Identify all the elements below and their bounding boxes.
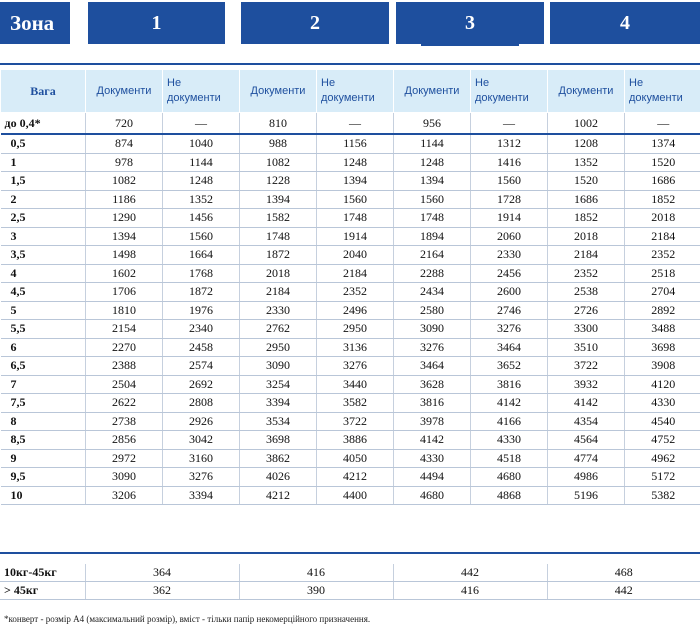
nondoc-price-cell: 3276 xyxy=(163,468,240,487)
doc-price-cell: 810 xyxy=(240,113,317,135)
doc-price-cell: 4986 xyxy=(548,468,625,487)
doc-price-cell: 2288 xyxy=(394,264,471,283)
doc-price-cell: 2504 xyxy=(86,375,163,394)
doc-price-cell: 2580 xyxy=(394,301,471,320)
nondoc-price-cell: 1664 xyxy=(163,246,240,265)
nondoc-price-cell: 3816 xyxy=(471,375,548,394)
doc-price-cell: 4680 xyxy=(394,486,471,505)
doc-price-cell: 4142 xyxy=(548,394,625,413)
nondoc-price-cell: 2808 xyxy=(163,394,240,413)
nondoc-price-cell: 2692 xyxy=(163,375,240,394)
weight-cell: 9,5 xyxy=(1,468,86,487)
zone-price-cell: 364 xyxy=(85,564,239,582)
doc-price-cell: 4026 xyxy=(240,468,317,487)
doc-price-cell: 3300 xyxy=(548,320,625,339)
zone-title: Зона xyxy=(0,2,70,44)
nondoc-price-cell: 2600 xyxy=(471,283,548,302)
nondoc-price-cell: 1852 xyxy=(625,190,700,209)
weight-cell: 8 xyxy=(1,412,86,431)
nondoc-price-cell: 1914 xyxy=(471,209,548,228)
nondoc-price-cell: 1872 xyxy=(163,283,240,302)
nondoc-price-cell: 4330 xyxy=(471,431,548,450)
footnote: *конверт - розмір А4 (максимальний розмір), вміст - тільки папір некомерційного призначення. xyxy=(4,614,371,624)
doc-price-cell: 2352 xyxy=(548,264,625,283)
table-row xyxy=(0,564,700,582)
doc-price-cell: 2164 xyxy=(394,246,471,265)
doc-price-cell: 1602 xyxy=(86,264,163,283)
doc-price-cell: 4212 xyxy=(240,486,317,505)
nondoc-price-cell: 2040 xyxy=(317,246,394,265)
nondoc-price-cell: 1914 xyxy=(317,227,394,246)
doc-price-cell: 1520 xyxy=(548,172,625,191)
weight-cell: 5,5 xyxy=(1,320,86,339)
zone-tab-1: 1 xyxy=(88,2,225,44)
nondoc-price-cell: 2330 xyxy=(471,246,548,265)
heavy-weight-body xyxy=(0,564,700,600)
nondoc-price-cell: 1976 xyxy=(163,301,240,320)
weight-cell: 9 xyxy=(1,449,86,468)
zone-tab-3-label: 3 xyxy=(465,11,475,34)
doc-price-cell: 1394 xyxy=(86,227,163,246)
table-row xyxy=(1,431,700,450)
nondoc-price-cell: 1560 xyxy=(317,190,394,209)
doc-price-cell: 1894 xyxy=(394,227,471,246)
nondoc-price-cell: 2950 xyxy=(317,320,394,339)
nondoc-price-cell: 1040 xyxy=(163,134,240,153)
nondoc-price-cell: 5382 xyxy=(625,486,700,505)
weight-cell: до 0,4* xyxy=(1,113,86,135)
table-row xyxy=(1,209,700,228)
nondoc-price-cell: 3042 xyxy=(163,431,240,450)
zone-tab-4: 4 xyxy=(550,2,700,44)
nondoc-price-cell: 4962 xyxy=(625,449,700,468)
nondoc-price-cell: 2518 xyxy=(625,264,700,283)
nondoc-price-cell: 1416 xyxy=(471,153,548,172)
doc-price-cell: 2622 xyxy=(86,394,163,413)
weight-cell: 7,5 xyxy=(1,394,86,413)
doc-price-cell: 2270 xyxy=(86,338,163,357)
nondoc-price-cell: 1560 xyxy=(163,227,240,246)
doc-price-cell: 3206 xyxy=(86,486,163,505)
doc-price-cell: 1082 xyxy=(86,172,163,191)
weight-cell: 0,5 xyxy=(1,134,86,153)
nondoc-price-cell: 3722 xyxy=(317,412,394,431)
doc-price-cell: 874 xyxy=(86,134,163,153)
bottom-divider xyxy=(0,552,700,554)
zone-header xyxy=(0,2,700,46)
doc-price-cell: 1560 xyxy=(394,190,471,209)
nondoc-price-cell: 3582 xyxy=(317,394,394,413)
doc-price-cell: 1352 xyxy=(548,153,625,172)
zone-price-cell: 416 xyxy=(239,564,393,582)
nondoc-price-cell: — xyxy=(317,113,394,135)
nondoc-price-cell: 2458 xyxy=(163,338,240,357)
nondoc-price-cell: 4752 xyxy=(625,431,700,450)
weight-range-cell: > 45кг xyxy=(0,582,85,600)
doc-price-cell: 3862 xyxy=(240,449,317,468)
table-row xyxy=(0,582,700,600)
nondoc-price-cell: 2496 xyxy=(317,301,394,320)
nondoc-price-cell: 4120 xyxy=(625,375,700,394)
doc-price-cell: 2726 xyxy=(548,301,625,320)
nondoc-price-cell: 1686 xyxy=(625,172,700,191)
nondoc-price-cell: 2060 xyxy=(471,227,548,246)
zone-price-cell: 468 xyxy=(547,564,700,582)
nondoc-price-cell: 3652 xyxy=(471,357,548,376)
nondoc-price-cell: 2184 xyxy=(625,227,700,246)
nondoc-price-cell: 1248 xyxy=(163,172,240,191)
doc-price-cell: 4354 xyxy=(548,412,625,431)
nondoc-price-cell: 1248 xyxy=(317,153,394,172)
table-row xyxy=(1,394,700,413)
nondoc-price-cell: 4166 xyxy=(471,412,548,431)
doc-price-cell: 4142 xyxy=(394,431,471,450)
nondoc-price-cell: — xyxy=(163,113,240,135)
doc-price-cell: 2184 xyxy=(548,246,625,265)
rates-header-row xyxy=(1,70,700,113)
doc-price-cell: 3816 xyxy=(394,394,471,413)
doc-price-cell: 1872 xyxy=(240,246,317,265)
doc-price-cell: 978 xyxy=(86,153,163,172)
nondoc-price-cell: 1456 xyxy=(163,209,240,228)
nondoc-price-cell: 2746 xyxy=(471,301,548,320)
nondoc-price-cell: 4142 xyxy=(471,394,548,413)
nondoc-price-cell: 4212 xyxy=(317,468,394,487)
doc-price-cell: 1686 xyxy=(548,190,625,209)
weight-cell: 2,5 xyxy=(1,209,86,228)
doc-price-cell: 3628 xyxy=(394,375,471,394)
doc-price-cell: 2972 xyxy=(86,449,163,468)
doc-price-cell: 1498 xyxy=(86,246,163,265)
doc-price-cell: 5196 xyxy=(548,486,625,505)
table-row xyxy=(1,134,700,153)
nondoc-price-cell: 4050 xyxy=(317,449,394,468)
table-row xyxy=(1,264,700,283)
weight-cell: 5 xyxy=(1,301,86,320)
table-row xyxy=(1,283,700,302)
nondoc-price-cell: 3886 xyxy=(317,431,394,450)
doc-header-z3: Документи xyxy=(394,70,471,113)
doc-price-cell: 3090 xyxy=(240,357,317,376)
table-row xyxy=(1,227,700,246)
table-row xyxy=(1,449,700,468)
nondoc-price-cell: 4680 xyxy=(471,468,548,487)
nondoc-price-cell: 2340 xyxy=(163,320,240,339)
table-row xyxy=(1,486,700,505)
nondoc-price-cell: 3160 xyxy=(163,449,240,468)
nondoc-price-cell: 2018 xyxy=(625,209,700,228)
nondoc-price-cell: 3276 xyxy=(471,320,548,339)
zone-price-cell: 390 xyxy=(239,582,393,600)
weight-cell: 1,5 xyxy=(1,172,86,191)
table-row xyxy=(1,338,700,357)
table-row xyxy=(1,246,700,265)
nondoc-price-cell: 1394 xyxy=(317,172,394,191)
doc-price-cell: 2018 xyxy=(548,227,625,246)
nondoc-price-cell: 1560 xyxy=(471,172,548,191)
nondoc-price-cell: 3136 xyxy=(317,338,394,357)
table-row xyxy=(1,320,700,339)
zone-price-cell: 442 xyxy=(547,582,700,600)
header-divider xyxy=(0,63,700,65)
doc-price-cell: 988 xyxy=(240,134,317,153)
nondoc-price-cell: 1156 xyxy=(317,134,394,153)
doc-price-cell: 1144 xyxy=(394,134,471,153)
weight-range-cell: 10кг-45кг xyxy=(0,564,85,582)
weight-cell: 6 xyxy=(1,338,86,357)
nondoc-price-cell: 3276 xyxy=(317,357,394,376)
doc-price-cell: 1208 xyxy=(548,134,625,153)
doc-price-cell: 4330 xyxy=(394,449,471,468)
doc-price-cell: 2738 xyxy=(86,412,163,431)
nondoc-header-z1: Не документи xyxy=(163,70,240,113)
doc-price-cell: 2388 xyxy=(86,357,163,376)
doc-price-cell: 1248 xyxy=(394,153,471,172)
table-row xyxy=(1,468,700,487)
doc-price-cell: 1706 xyxy=(86,283,163,302)
doc-price-cell: 2154 xyxy=(86,320,163,339)
zone-tab-2: 2 xyxy=(241,2,389,44)
nondoc-header-z3: Не документи xyxy=(471,70,548,113)
zone-price-cell: 362 xyxy=(85,582,239,600)
doc-price-cell: 2330 xyxy=(240,301,317,320)
weight-header: Вага xyxy=(1,70,86,113)
doc-price-cell: 2538 xyxy=(548,283,625,302)
doc-price-cell: 3394 xyxy=(240,394,317,413)
doc-price-cell: 1748 xyxy=(394,209,471,228)
weight-cell: 3,5 xyxy=(1,246,86,265)
nondoc-price-cell: 4518 xyxy=(471,449,548,468)
doc-price-cell: 3510 xyxy=(548,338,625,357)
nondoc-price-cell: 4400 xyxy=(317,486,394,505)
nondoc-price-cell: 1144 xyxy=(163,153,240,172)
doc-price-cell: 2184 xyxy=(240,283,317,302)
weight-cell: 2 xyxy=(1,190,86,209)
nondoc-price-cell: 2926 xyxy=(163,412,240,431)
nondoc-price-cell: 4540 xyxy=(625,412,700,431)
doc-price-cell: 1582 xyxy=(240,209,317,228)
weight-cell: 7 xyxy=(1,375,86,394)
nondoc-price-cell: 2352 xyxy=(625,246,700,265)
nondoc-price-cell: 1352 xyxy=(163,190,240,209)
nondoc-price-cell: 1728 xyxy=(471,190,548,209)
doc-price-cell: 720 xyxy=(86,113,163,135)
weight-cell: 3 xyxy=(1,227,86,246)
weight-cell: 10 xyxy=(1,486,86,505)
nondoc-price-cell: 3394 xyxy=(163,486,240,505)
rates-table xyxy=(0,69,700,505)
doc-price-cell: 4774 xyxy=(548,449,625,468)
doc-price-cell: 3276 xyxy=(394,338,471,357)
table-row xyxy=(1,412,700,431)
nondoc-price-cell: 2184 xyxy=(317,264,394,283)
nondoc-price-cell: 1374 xyxy=(625,134,700,153)
zone-tab-3-underline xyxy=(421,44,519,46)
nondoc-price-cell: 3464 xyxy=(471,338,548,357)
heavy-weight-table xyxy=(0,564,700,600)
doc-price-cell: 956 xyxy=(394,113,471,135)
nondoc-header-z4: Не документи xyxy=(625,70,700,113)
doc-price-cell: 1290 xyxy=(86,209,163,228)
nondoc-price-cell: 2352 xyxy=(317,283,394,302)
table-row xyxy=(1,172,700,191)
weight-cell: 1 xyxy=(1,153,86,172)
doc-price-cell: 2762 xyxy=(240,320,317,339)
zone-price-cell: 416 xyxy=(393,582,547,600)
nondoc-price-cell: 1748 xyxy=(317,209,394,228)
doc-price-cell: 3534 xyxy=(240,412,317,431)
nondoc-price-cell: 4868 xyxy=(471,486,548,505)
nondoc-price-cell: 2892 xyxy=(625,301,700,320)
table-row xyxy=(1,113,700,135)
weight-cell: 4,5 xyxy=(1,283,86,302)
doc-price-cell: 2018 xyxy=(240,264,317,283)
doc-price-cell: 2950 xyxy=(240,338,317,357)
doc-price-cell: 2434 xyxy=(394,283,471,302)
doc-price-cell: 4564 xyxy=(548,431,625,450)
doc-header-z2: Документи xyxy=(240,70,317,113)
doc-price-cell: 3090 xyxy=(86,468,163,487)
doc-price-cell: 1748 xyxy=(240,227,317,246)
doc-header-z4: Документи xyxy=(548,70,625,113)
nondoc-price-cell: 3908 xyxy=(625,357,700,376)
weight-cell: 4 xyxy=(1,264,86,283)
nondoc-price-cell: — xyxy=(471,113,548,135)
doc-price-cell: 3090 xyxy=(394,320,471,339)
nondoc-price-cell: — xyxy=(625,113,700,135)
doc-price-cell: 1082 xyxy=(240,153,317,172)
table-row xyxy=(1,301,700,320)
nondoc-price-cell: 5172 xyxy=(625,468,700,487)
doc-price-cell: 1394 xyxy=(394,172,471,191)
doc-price-cell: 1852 xyxy=(548,209,625,228)
nondoc-price-cell: 3698 xyxy=(625,338,700,357)
nondoc-price-cell: 1768 xyxy=(163,264,240,283)
nondoc-price-cell: 1520 xyxy=(625,153,700,172)
table-row xyxy=(1,153,700,172)
weight-cell: 6,5 xyxy=(1,357,86,376)
doc-price-cell: 3932 xyxy=(548,375,625,394)
nondoc-price-cell: 1312 xyxy=(471,134,548,153)
doc-price-cell: 2856 xyxy=(86,431,163,450)
doc-price-cell: 1228 xyxy=(240,172,317,191)
zone-tab-3 xyxy=(396,2,544,44)
nondoc-price-cell: 3440 xyxy=(317,375,394,394)
rates-body xyxy=(1,113,700,505)
doc-price-cell: 3978 xyxy=(394,412,471,431)
doc-price-cell: 1810 xyxy=(86,301,163,320)
nondoc-price-cell: 4330 xyxy=(625,394,700,413)
weight-cell: 8,5 xyxy=(1,431,86,450)
nondoc-price-cell: 2574 xyxy=(163,357,240,376)
doc-header-z1: Документи xyxy=(86,70,163,113)
doc-price-cell: 3464 xyxy=(394,357,471,376)
doc-price-cell: 1186 xyxy=(86,190,163,209)
doc-price-cell: 3698 xyxy=(240,431,317,450)
table-row xyxy=(1,190,700,209)
table-row xyxy=(1,375,700,394)
nondoc-price-cell: 2704 xyxy=(625,283,700,302)
table-row xyxy=(1,357,700,376)
nondoc-header-z2: Не документи xyxy=(317,70,394,113)
zone-price-cell: 442 xyxy=(393,564,547,582)
nondoc-price-cell: 3488 xyxy=(625,320,700,339)
doc-price-cell: 1394 xyxy=(240,190,317,209)
doc-price-cell: 3722 xyxy=(548,357,625,376)
doc-price-cell: 3254 xyxy=(240,375,317,394)
doc-price-cell: 4494 xyxy=(394,468,471,487)
nondoc-price-cell: 2456 xyxy=(471,264,548,283)
doc-price-cell: 1002 xyxy=(548,113,625,135)
